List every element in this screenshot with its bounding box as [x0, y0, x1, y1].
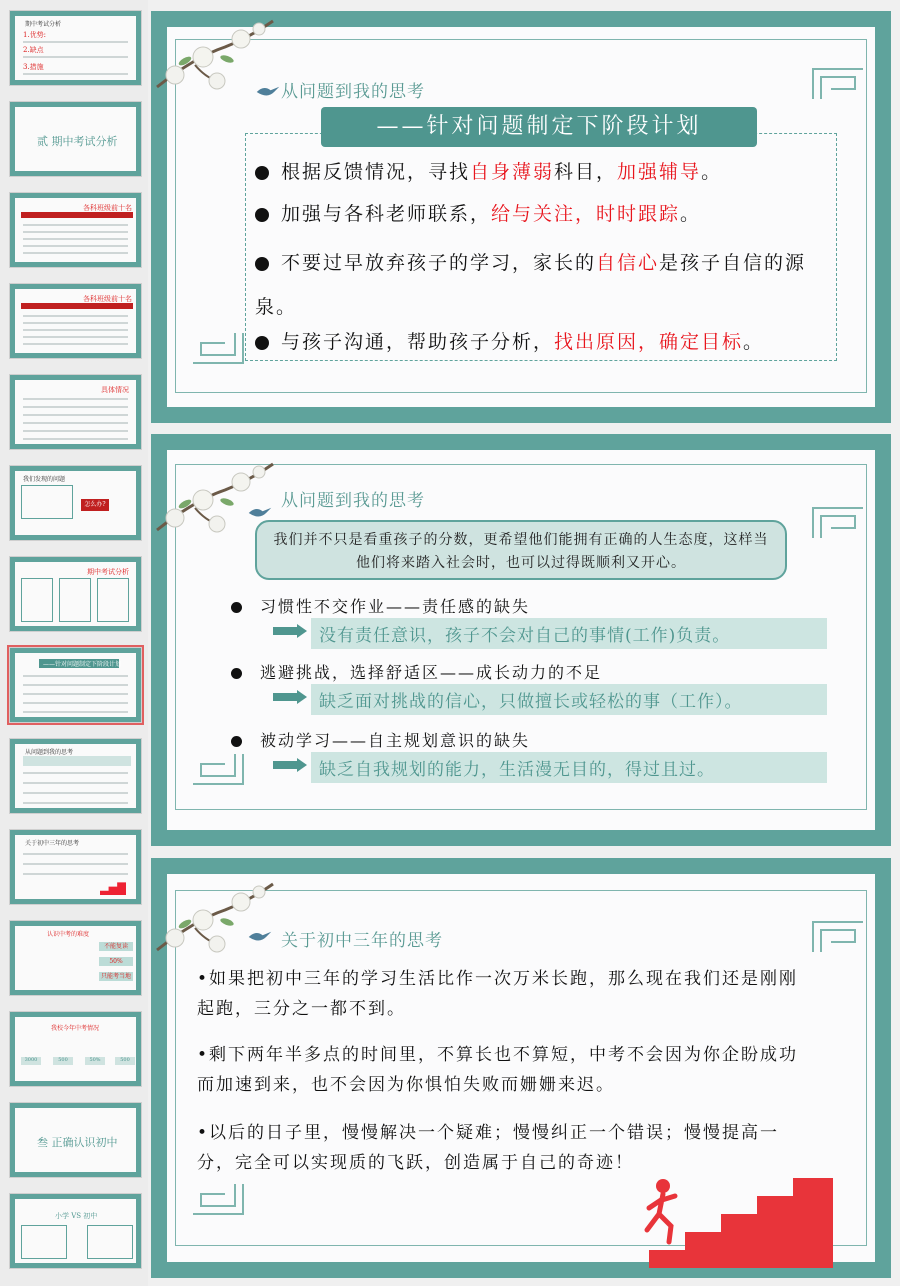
thumbnail-1[interactable]: 期中考试分析 1.优势: 2.缺点 3.措施: [9, 10, 142, 86]
thumbnail-11[interactable]: 认识中考的难度 不能复读 50% 只能考当地: [9, 920, 142, 996]
bullet-item: [255, 241, 827, 329]
bullet-text: 。: [680, 203, 702, 225]
problem-detail: 没有责任意识，孩子不会对自己的事情(工作)负责。: [311, 618, 827, 649]
thumbnail-5[interactable]: 具体情况: [9, 374, 142, 450]
bullet-dot-icon: [255, 336, 269, 350]
bullet-dot-icon: [255, 208, 269, 222]
bullet-text: 。: [743, 331, 765, 353]
corner-ornament-icon: [811, 920, 865, 954]
stairs-runner-icon: [629, 1152, 839, 1268]
thumbnail-8-selected[interactable]: ——针对问题制定下阶段计划: [9, 647, 142, 723]
bird-icon: [247, 928, 273, 946]
corner-ornament-icon: [191, 331, 245, 365]
corner-ornament-icon: [811, 506, 865, 540]
bird-icon: [255, 83, 281, 101]
slide-subtitle: 从问题到我的思考: [281, 491, 425, 511]
thumbnail-3[interactable]: 各科班级前十名: [9, 192, 142, 268]
thumbnail-6[interactable]: 我们发现的问题 怎么办?: [9, 465, 142, 541]
problem-item: [231, 660, 602, 683]
highlight-text: 加强辅导: [617, 161, 702, 183]
thumbnail-14[interactable]: 小学 VS 初中: [9, 1193, 142, 1269]
thumbnail-13[interactable]: 叁 正确认识初中: [9, 1102, 142, 1178]
problem-label: 被动学习——自主规划意识的缺失: [260, 731, 531, 750]
bullet-text: 。: [701, 161, 723, 183]
highlight-text: 找出原因，确定目标: [554, 331, 744, 353]
problem-item: [231, 594, 530, 617]
paragraph-2: •剩下两年半多点的时间里，不算长也不算短，中考不会因为你企盼成功而加速到来，也不会因为你惧怕失败而姗姗来迟。: [197, 1045, 799, 1095]
bullet-text: 根据反馈情况，寻找: [281, 161, 471, 183]
slide-thumbnail-panel: [0, 0, 148, 1286]
problem-label: 逃避挑战，选择舒适区——成长动力的不足: [260, 663, 603, 682]
problem-label: 习惯性不交作业——责任感的缺失: [260, 597, 531, 616]
bullet-text: 加强与各科老师联系，: [281, 203, 492, 225]
slide-2: [151, 434, 891, 846]
arrow-right-icon: [273, 624, 307, 638]
bullet-text: 不要过早放弃孩子的学习，家长的: [281, 252, 597, 274]
bullet-text: 科目，: [554, 161, 618, 183]
slide-3: [151, 858, 891, 1278]
corner-ornament-icon: [191, 1182, 245, 1216]
thumbnail-7[interactable]: 期中考试分析: [9, 556, 142, 632]
corner-ornament-icon: [191, 752, 245, 786]
bullet-dot-icon: [231, 602, 242, 613]
highlight-text: 自身薄弱: [470, 161, 555, 183]
bullet-item: [255, 199, 827, 229]
slide-subtitle: 从问题到我的思考: [281, 82, 425, 102]
bullet-dot-icon: [231, 668, 242, 679]
magnolia-branch-icon: [155, 880, 275, 960]
bullet-dot-icon: [255, 166, 269, 180]
problem-detail: 缺乏自我规划的能力，生活漫无目的，得过且过。: [311, 752, 827, 783]
slide-1: [151, 11, 891, 423]
thumbnail-12[interactable]: 我校今年中考情况 3000 500 50% 500: [9, 1011, 142, 1087]
slide-subtitle: 关于初中三年的思考: [281, 931, 443, 951]
bullet-text: 是孩子自信的源泉。: [255, 252, 807, 318]
thumbnail-4[interactable]: 各科班级前十名: [9, 283, 142, 359]
problem-item: [231, 728, 530, 751]
corner-ornament-icon: [811, 67, 865, 101]
thumbnail-9[interactable]: 从问题到我的思考: [9, 738, 142, 814]
highlight-text: 自信心: [596, 252, 660, 274]
arrow-right-icon: [273, 690, 307, 704]
highlight-text: 给与关注，时时跟踪: [491, 203, 681, 225]
bullet-item: [255, 327, 827, 357]
slide-banner-title: ——针对问题制定下阶段计划: [321, 107, 757, 147]
bullet-dot-icon: [255, 257, 269, 271]
thumbnail-2[interactable]: 贰 期中考试分析: [9, 101, 142, 177]
problem-detail: 缺乏面对挑战的信心，只做擅长或轻松的事（工作）。: [311, 684, 827, 715]
bullet-text: 与孩子沟通，帮助孩子分析，: [281, 331, 555, 353]
arrow-right-icon: [273, 758, 307, 772]
paragraph-1: •如果把初中三年的学习生活比作一次万米长跑，那么现在我们还是刚刚起跑，三分之一都不到。: [197, 969, 799, 1019]
paragraph-3: •以后的日子里，慢慢解决一个疑难；慢慢纠正一个错误；慢慢提高一分，完全可以实现质的飞跃，创造属于自己的奇迹！: [197, 1123, 780, 1173]
bullet-item: [255, 157, 827, 187]
bullet-dot-icon: [231, 736, 242, 747]
quote-box: 我们并不只是看重孩子的分数，更希望他们能拥有正确的人生态度，这样当他们将来踏入社会时，也可以过得既顺利又开心。: [255, 520, 787, 580]
thumbnail-10[interactable]: 关于初中三年的思考: [9, 829, 142, 905]
